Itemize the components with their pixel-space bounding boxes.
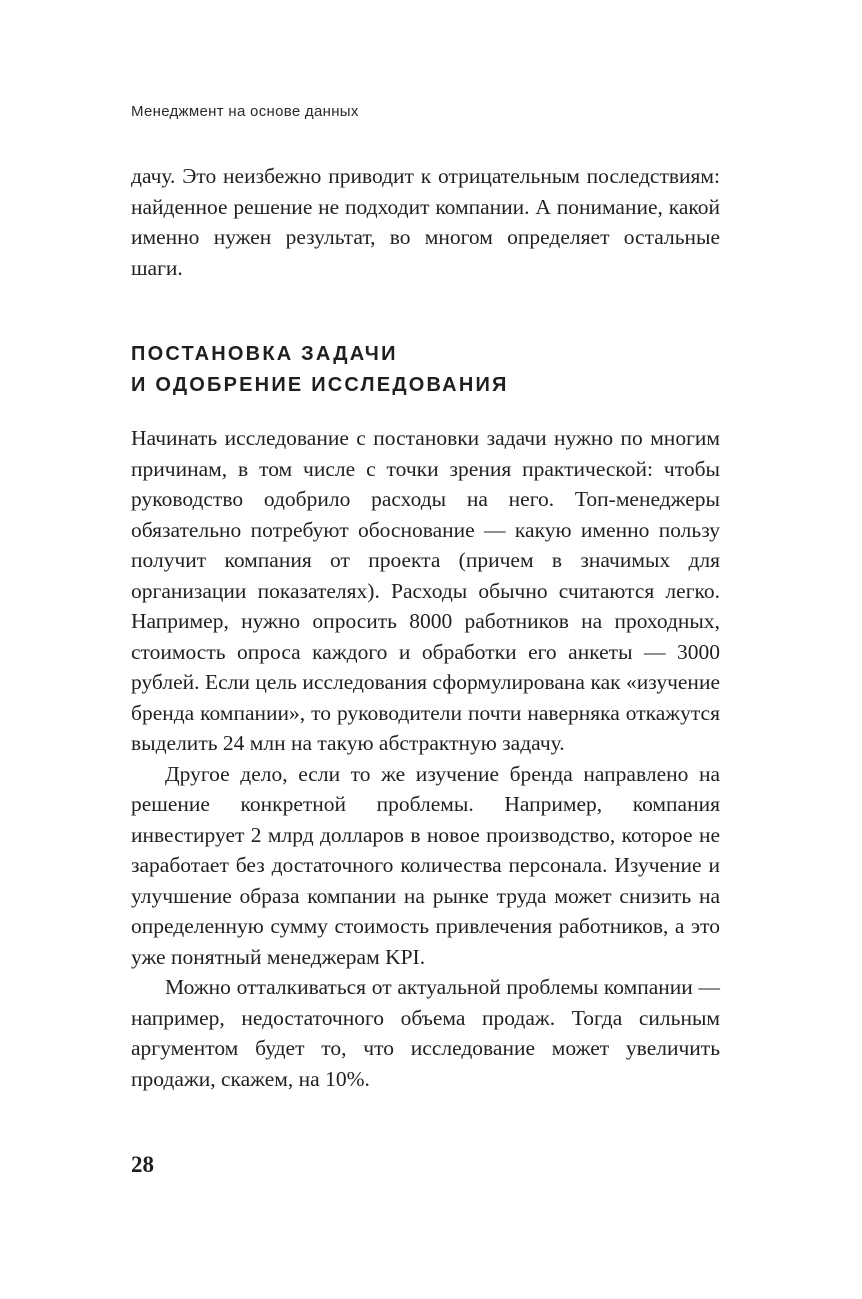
section-heading-line-2: И ОДОБРЕНИЕ ИССЛЕДОВАНИЯ	[131, 374, 509, 396]
section-heading	[131, 339, 720, 401]
page-number: 28	[131, 1152, 154, 1177]
intro-paragraph: дачу. Это неизбежно приводит к отрицательным последствиям: найденное решение не подходит компании. А понимание, какой именно нужен результат, во многом определяет остальные шаги.	[131, 164, 720, 280]
intro-text	[131, 161, 720, 283]
section-body	[131, 423, 720, 1094]
section-heading-line-1: ПОСТАНОВКА ЗАДАЧИ	[131, 343, 398, 365]
paragraph-1: Начинать исследование с постановки задачи нужно по многим причинам, в том числе с точки зрения практической: чтобы руководство одобрило расходы на него. Топ-менеджеры обязательно потребуют обоснование — какую именно пользу получит компания от проекта (причем в значимых для организации показателях). Расходы обычно считаются легко. Например, нужно опросить 8000 работников на проходных, стоимость опроса каждого и обработки его анкеты — 3000 рублей. Если цель исследования сформулирована как «изучение бренда компании», то руководители почти наверняка откажутся выделить 24 млн на такую абстрактную задачу.	[131, 426, 720, 755]
running-head: Менеджмент на основе данных	[131, 103, 359, 120]
paragraph-3: Можно отталкиваться от актуальной проблемы компании — например, недостаточного объема продаж. Тогда сильным аргументом будет то, что исследование может увеличить продажи, скажем, на 10%.	[131, 975, 720, 1091]
paragraph-2: Другое дело, если то же изучение бренда направлено на решение конкретной проблемы. Например, компания инвестирует 2 млрд долларов в новое производство, которое не заработает без достаточного количества персонала. Изучение и улучшение образа компании на рынке труда может снизить на определенную сумму стоимость привлечения работников, а это уже понятный менеджерам KPI.	[131, 761, 720, 969]
